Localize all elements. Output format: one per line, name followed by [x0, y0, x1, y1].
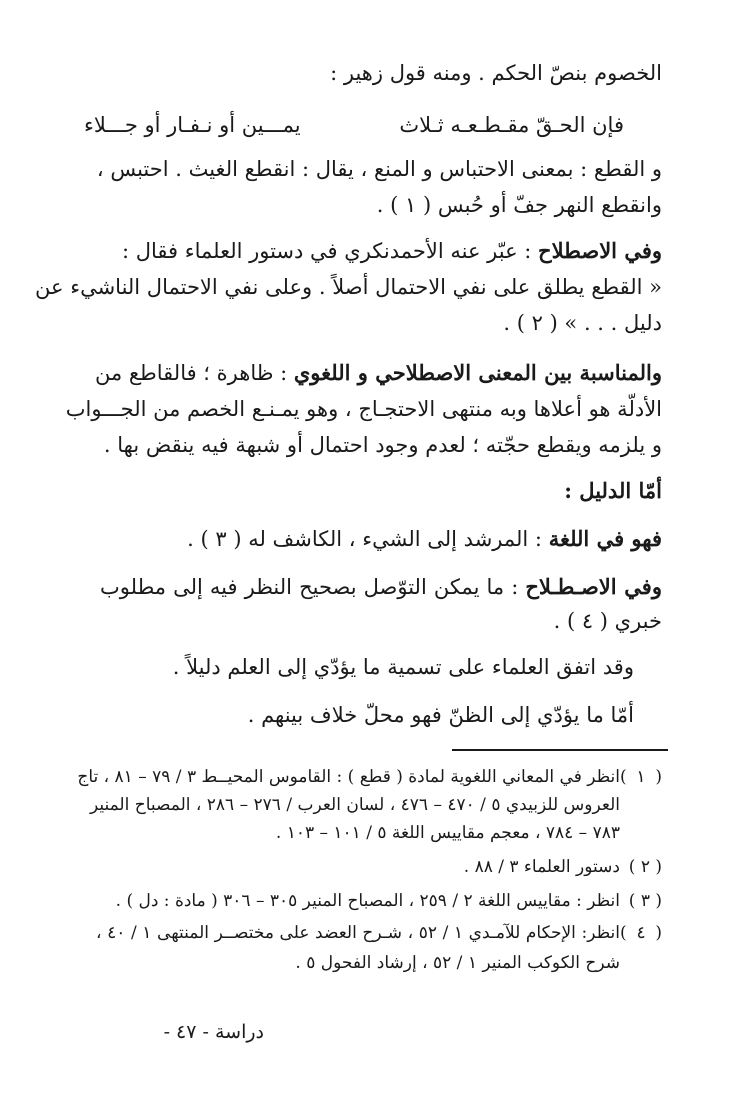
body-text: : ظاهرة ؛ فالقاطع من [94, 361, 294, 385]
footnote-number: ( ٣ ) [628, 891, 662, 911]
body-line: و يلزمه ويقطع حجّته ؛ لعدم وجود احتمال أو شبهة فيه ينقض بها . [103, 433, 662, 457]
footnote-number: ( ٢ ) [628, 857, 662, 877]
footnote-number: ( ٤ ) [620, 923, 662, 943]
term-munasaba: والمناسبة بين المعنى الاصطلاحي و اللغوي [293, 360, 662, 385]
footnote-2 [96, 854, 662, 880]
term-istilah: وفي الاصطلاح [538, 238, 662, 263]
footnote-3 [96, 888, 662, 914]
body-line: « القطع يطلق على نفي الاحتمال أصلاً . وعلى نفي الاحتمال الناشيء عن [35, 275, 662, 299]
body-line: و القطع : بمعنى الاحتباس و المنع ، يقال : انقطع الغيث . احتبس ، [96, 157, 662, 181]
footnote-1-line: ٧٨٣ – ٧٨٤ ، معجم مقاييس اللغة ٥ / ١٠١ – ١٠٣ . [275, 823, 620, 843]
footnote-1 [77, 764, 662, 790]
section-heading: أمّا الدليل : [564, 478, 662, 503]
verse-second-hemistich: يمـــين أو نـفـار أو جـــلاء [84, 113, 301, 137]
verse-first-hemistich: فإن الحـقّ مقـطـعـه ثـلاث [399, 113, 624, 137]
body-line: أمّا ما يؤدّي إلى الظنّ فهو محلّ خلاف بينهم . [247, 703, 634, 727]
footnote-4 [96, 920, 662, 946]
footnote-number: ( ١ ) [620, 767, 662, 787]
body-line [94, 358, 662, 388]
body-text: : ما يمكن التوّصل بصحيح النظر فيه إلى مطلوب [100, 575, 526, 599]
body-line [100, 572, 662, 602]
footnote-text: دستور العلماء ٣ / ٨٨ . [463, 857, 620, 877]
term-lugha: فهو في اللغة [548, 526, 662, 551]
footnote-separator [452, 749, 668, 751]
term-istilah: وفي الاصـطـلاح [525, 574, 662, 599]
page-number: دراسة - ٤٧ - [163, 1021, 264, 1043]
footnote-text: انظر : مقاييس اللغة ٢ / ٢٥٩ ، المصباح المنير ٣٠٥ – ٣٠٦ ( مادة : دل ) . [115, 891, 620, 911]
footnote-4-line: شرح الكوكب المنير ١ / ٥٢ ، إرشاد الفحول ٥ . [295, 953, 620, 973]
body-line [100, 524, 662, 554]
body-line: الخصوم بنصّ الحكم . ومنه قول زهير : [330, 61, 662, 85]
body-line: وقد اتفق العلماء على تسمية ما يؤدّي إلى العلم دليلاً . [172, 655, 634, 679]
footnote-1-line: العروس للزبيدي ٥ / ٤٧٠ – ٤٧٦ ، لسان العرب / ٢٧٦ – ٢٨٦ ، المصباح المنير [89, 795, 620, 815]
footnote-text: انظر: الإحكام للآمـدي ١ / ٥٢ ، شـرح العضد على مختصــر المنتهى ١ / ٤٠ ، [96, 923, 621, 943]
body-line: الأدلّة هو أعلاها وبه منتهى الاحتجـاج ، وهو يمـنـع الخصم من الجـــواب [65, 397, 662, 421]
poem-verse [84, 110, 624, 140]
body-line: خبري ( ٤ ) . [553, 609, 662, 633]
body-line: دليل . . . » ( ٢ ) . [503, 311, 662, 335]
body-line [100, 236, 662, 266]
body-text: : عبّر عنه الأحمدنكري في دستور العلماء فقال : [121, 239, 539, 263]
footnote-text: انظر في المعاني اللغوية لمادة ( قطع ) : القاموس المحيــط ٣ / ٧٩ – ٨١ ، تاج [77, 767, 620, 787]
body-text: : المرشد إلى الشيء ، الكاشف له ( ٣ ) . [187, 527, 549, 551]
body-line: وانقطع النهر جفّ أو حُبس ( ١ ) . [376, 193, 662, 217]
